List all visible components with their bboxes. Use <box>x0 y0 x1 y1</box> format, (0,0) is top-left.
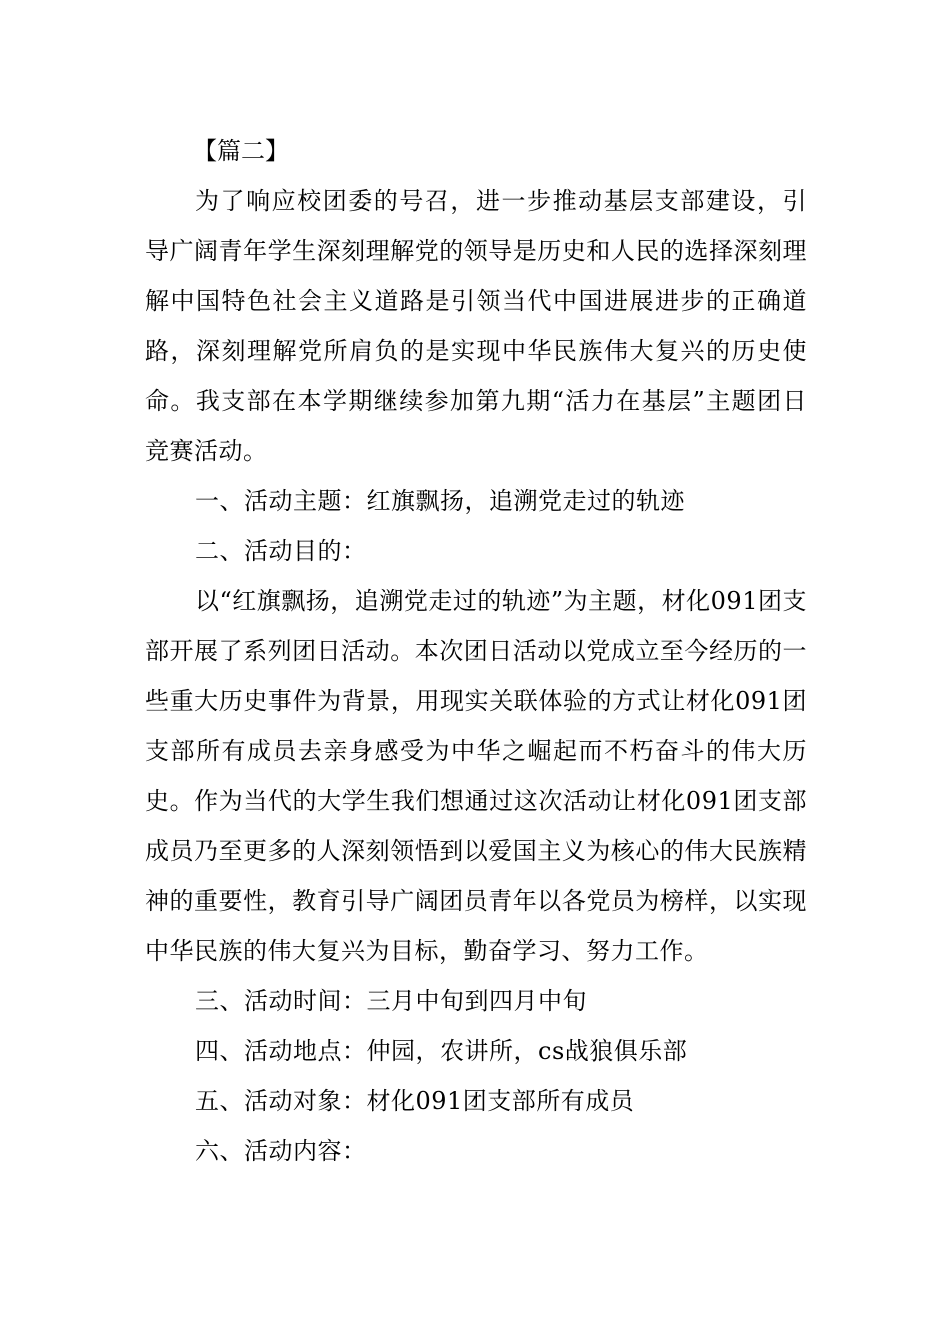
intro-paragraph: 为了响应校团委的号召，进一步推动基层支部建设，引导广阔青年学生深刻理解党的领导是历史和人民的选择深刻理解中国特色社会主义道路是引领当代中国进展进步的正确道路，深刻理解党所肩负的是实现中华民族伟大复兴的历史使命。我支部在本学期继续参加第九期“活力在基层”主题团日竞赛活动。 <box>145 187 807 465</box>
section-title: 【篇二】 <box>193 137 289 165</box>
document-page <box>145 126 807 1176</box>
activity-participants: 五、活动对象：材化091团支部所有成员 <box>195 1087 635 1115</box>
activity-purpose-heading: 二、活动目的： <box>195 537 367 565</box>
activity-time: 三、活动时间：三月中旬到四月中旬 <box>195 987 587 1015</box>
activity-theme: 一、活动主题：红旗飘扬，追溯党走过的轨迹 <box>195 487 685 515</box>
activity-location: 四、活动地点：仲园，农讲所，cs战狼俱乐部 <box>195 1037 688 1065</box>
activity-purpose-paragraph: 以“红旗飘扬，追溯党走过的轨迹”为主题，材化091团支部开展了系列团日活动。本次团日活动以党成立至今经历的一些重大历史事件为背景，用现实关联体验的方式让材化091团支部所有成员去亲身感受为中华之崛起而不朽奋斗的伟大历史。作为当代的大学生我们想通过这次活动让材化091团支部成员乃至更多的人深刻领悟到以爱国主义为核心的伟大民族精神的重要性，教育引导广阔团员青年以各党员为榜样，以实现中华民族的伟大复兴为目标，勤奋学习、努力工作。 <box>145 587 807 965</box>
activity-content-heading: 六、活动内容： <box>195 1137 367 1165</box>
